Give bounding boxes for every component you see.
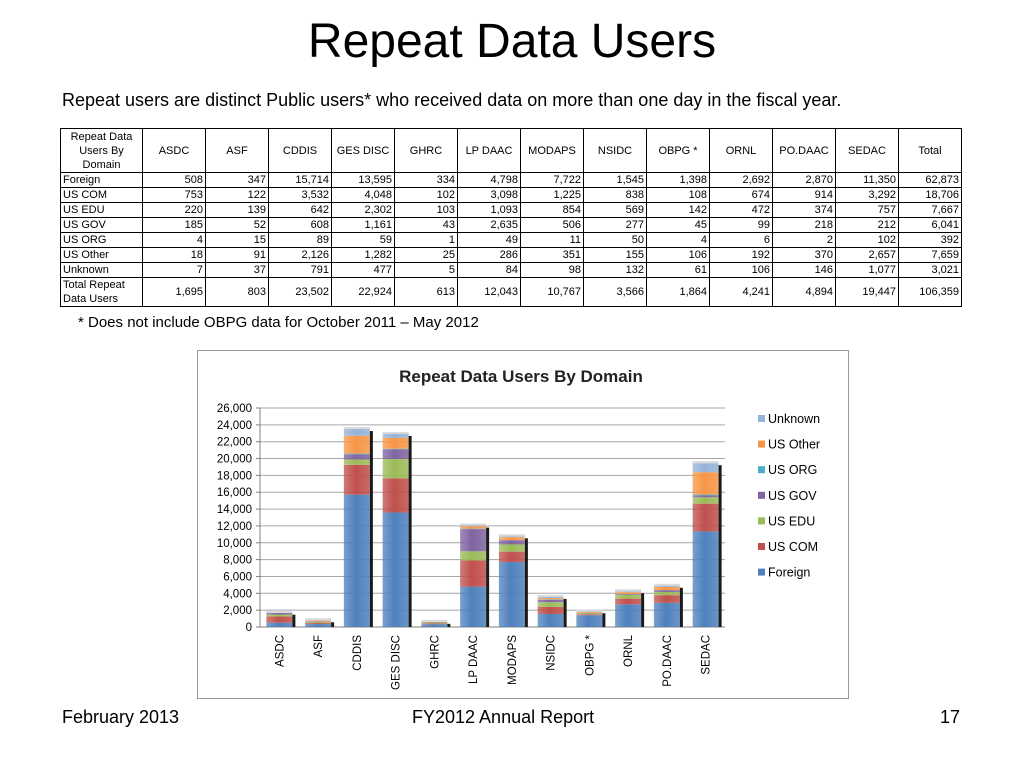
legend-label: Foreign (768, 565, 811, 580)
table-cell: 59 (332, 233, 395, 248)
table-cell: 803 (206, 278, 269, 307)
bar-segment (499, 537, 525, 540)
row-label: Total Repeat Data Users (61, 278, 143, 307)
legend-swatch (758, 492, 765, 499)
bar-segment (615, 594, 641, 595)
bar-segment (383, 478, 409, 512)
slide-title: Repeat Data Users (307, 15, 717, 68)
bar-segment (266, 615, 292, 617)
table-total-row (61, 278, 962, 307)
table-cell: 11,350 (836, 173, 899, 188)
bar-segment (344, 459, 370, 464)
table-cell: 613 (395, 278, 458, 307)
table-cell: 142 (647, 203, 710, 218)
bar-segment (460, 526, 486, 528)
table-cell: 3,021 (899, 263, 962, 278)
table-cell: 1,864 (647, 278, 710, 307)
bar-segment (615, 595, 641, 599)
table-cell: 472 (710, 203, 773, 218)
bar-segment (460, 529, 486, 551)
bar-shadow (370, 431, 373, 627)
table-cell: 99 (710, 218, 773, 233)
footer-date: February 2013 (62, 707, 180, 727)
table-cell: 3,566 (584, 278, 647, 307)
table-cell: 13,595 (332, 173, 395, 188)
table-cell: 106 (710, 263, 773, 278)
row-label: Unknown (61, 263, 143, 278)
bar-segment (305, 621, 331, 622)
table-cell: 139 (206, 203, 269, 218)
table-cell: 146 (773, 263, 836, 278)
row-label: US Other (61, 248, 143, 263)
table-cell: 1,077 (836, 263, 899, 278)
legend-label: US COM (768, 540, 818, 554)
x-tick-label: LP DAAC (468, 635, 481, 685)
footer-report-name: FY2012 Annual Report (412, 707, 595, 727)
bar-segment (383, 434, 409, 438)
table-cell: 2,692 (710, 173, 773, 188)
legend-swatch (758, 569, 765, 576)
bar-top (499, 534, 525, 536)
bar-segment (615, 599, 641, 605)
table-row (61, 248, 962, 263)
bar-segment (693, 472, 719, 494)
bar-shadow (331, 622, 334, 627)
bar-segment (538, 602, 564, 607)
bar-segment (421, 624, 447, 627)
column-header: LP DAAC (458, 129, 521, 173)
table-cell: 757 (836, 203, 899, 218)
bar-segment (654, 603, 680, 627)
row-label: US GOV (61, 218, 143, 233)
table-cell: 642 (269, 203, 332, 218)
x-tick-label: ORNL (623, 635, 636, 667)
bar-shadow (447, 624, 450, 627)
bar-top (654, 584, 680, 586)
page-number: 17 (940, 707, 961, 727)
table-cell: 11 (521, 233, 584, 248)
table-cell: 18 (143, 248, 206, 263)
table-cell: 23,502 (269, 278, 332, 307)
table-cell: 4,048 (332, 188, 395, 203)
table-cell: 506 (521, 218, 584, 233)
table-cell: 508 (143, 173, 206, 188)
table-row (61, 188, 962, 203)
table-cell: 1,225 (521, 188, 584, 203)
bar-segment (421, 623, 447, 624)
bar-top (576, 609, 602, 611)
bar-segment (499, 540, 525, 544)
table-cell: 43 (395, 218, 458, 233)
y-tick-label: 18,000 (216, 470, 252, 483)
y-tick-label: 10,000 (216, 537, 252, 550)
table-cell: 370 (773, 248, 836, 263)
table-cell: 347 (206, 173, 269, 188)
bar-segment (266, 613, 292, 615)
bar-segment (693, 531, 719, 627)
bar-top (693, 461, 719, 463)
y-tick-label: 12,000 (216, 520, 252, 533)
column-header: PO.DAAC (773, 129, 836, 173)
bar-segment (538, 598, 564, 599)
bar-top (266, 611, 292, 613)
table-cell: 122 (206, 188, 269, 203)
table-cell: 6 (710, 233, 773, 248)
bar-segment (421, 622, 447, 623)
table-cell: 5 (395, 263, 458, 278)
table-cell: 1,398 (647, 173, 710, 188)
table-cell: 37 (206, 263, 269, 278)
table-cell: 45 (647, 218, 710, 233)
table-cell: 1,282 (332, 248, 395, 263)
bar-segment (344, 465, 370, 495)
table-cell: 753 (143, 188, 206, 203)
table-cell: 106,359 (899, 278, 962, 307)
bar-segment (344, 436, 370, 454)
bar-segment (305, 623, 331, 624)
table-header-row (61, 129, 962, 173)
table-footnote: * Does not include OBPG data for October 2011 – May 2012 (78, 314, 479, 331)
table-cell: 1,093 (458, 203, 521, 218)
column-header: NSIDC (584, 129, 647, 173)
legend-label: US ORG (768, 463, 818, 478)
table-row (61, 173, 962, 188)
chart-frame (197, 350, 849, 699)
bar-segment (538, 614, 564, 627)
table-cell: 25 (395, 248, 458, 263)
bar-segment (538, 597, 564, 598)
bar-top (615, 589, 641, 591)
table-cell: 10,767 (521, 278, 584, 307)
y-tick-label: 20,000 (216, 453, 252, 466)
table-cell: 569 (584, 203, 647, 218)
bar-top (538, 595, 564, 597)
table-cell: 674 (710, 188, 773, 203)
table-cell: 791 (269, 263, 332, 278)
stacked-bar-chart (198, 351, 848, 698)
chart-title: Repeat Data Users By Domain (399, 367, 643, 386)
table-cell: 102 (836, 233, 899, 248)
table-cell: 2,635 (458, 218, 521, 233)
table-cell: 1 (395, 233, 458, 248)
bar-segment (344, 454, 370, 455)
table-cell: 61 (647, 263, 710, 278)
bar-segment (383, 449, 409, 459)
legend-label: US GOV (768, 488, 817, 503)
bar-segment (538, 607, 564, 614)
column-header: ORNL (710, 129, 773, 173)
table-cell: 15 (206, 233, 269, 248)
bar-segment (576, 615, 602, 627)
bar-segment (693, 495, 719, 496)
bar-shadow (602, 613, 605, 627)
table-row (61, 218, 962, 233)
bar-segment (460, 551, 486, 560)
bar-segment (654, 592, 680, 595)
row-label: Foreign (61, 173, 143, 188)
table-cell: 4,241 (710, 278, 773, 307)
y-tick-label: 16,000 (216, 487, 252, 500)
table-cell: 392 (899, 233, 962, 248)
table-cell: 3,292 (836, 188, 899, 203)
bar-segment (615, 591, 641, 592)
x-tick-label: CDDIS (351, 635, 364, 671)
y-tick-label: 6,000 (223, 571, 252, 584)
y-tick-label: 0 (245, 622, 252, 634)
column-header: ASF (206, 129, 269, 173)
bar-segment (499, 552, 525, 562)
table-cell: 106 (647, 248, 710, 263)
bar-segment (576, 613, 602, 614)
table-cell: 286 (458, 248, 521, 263)
bar-segment (576, 612, 602, 613)
table-cell: 108 (647, 188, 710, 203)
legend-swatch (758, 441, 765, 448)
bar-segment (499, 544, 525, 551)
bar-top (344, 427, 370, 429)
table-cell: 7 (143, 263, 206, 278)
table-cell: 218 (773, 218, 836, 233)
x-tick-label: MODAPS (506, 635, 519, 685)
bar-shadow (641, 593, 644, 627)
repeat-users-table (60, 128, 962, 307)
bar-top (305, 618, 331, 620)
table-cell: 50 (584, 233, 647, 248)
x-tick-label: ASDC (274, 635, 287, 667)
column-header: MODAPS (521, 129, 584, 173)
table-cell: 52 (206, 218, 269, 233)
table-cell: 62,873 (899, 173, 962, 188)
table-cell: 277 (584, 218, 647, 233)
table-cell: 1,695 (143, 278, 206, 307)
table-cell: 49 (458, 233, 521, 248)
column-header: SEDAC (836, 129, 899, 173)
bar-shadow (564, 599, 567, 627)
bar-segment (460, 526, 486, 527)
bar-segment (693, 496, 719, 498)
table-cell: 2,657 (836, 248, 899, 263)
table-cell: 19,447 (836, 278, 899, 307)
table-cell: 89 (269, 233, 332, 248)
bar-segment (654, 587, 680, 590)
y-tick-label: 22,000 (216, 436, 252, 449)
x-tick-label: SEDAC (700, 635, 713, 675)
table-cell: 7,659 (899, 248, 962, 263)
table-cell: 212 (836, 218, 899, 233)
slide-subtitle: Repeat users are distinct Public users* who received data on more than one day in the fiscal year. (62, 90, 842, 110)
table-cell: 155 (584, 248, 647, 263)
table-cell: 334 (395, 173, 458, 188)
table-row (61, 263, 962, 278)
table-cell: 12,043 (458, 278, 521, 307)
bar-segment (344, 429, 370, 436)
bar-segment (538, 600, 564, 602)
bar-segment (693, 463, 719, 472)
row-label: US ORG (61, 233, 143, 248)
row-label: US EDU (61, 203, 143, 218)
row-label: US COM (61, 188, 143, 203)
column-header: OBPG * (647, 129, 710, 173)
table-cell: 2,870 (773, 173, 836, 188)
column-header: GHRC (395, 129, 458, 173)
table-cell: 351 (521, 248, 584, 263)
table-cell: 477 (332, 263, 395, 278)
column-header: CDDIS (269, 129, 332, 173)
bar-segment (693, 497, 719, 503)
bar-shadow (409, 436, 412, 627)
bar-segment (654, 590, 680, 592)
table-cell: 3,098 (458, 188, 521, 203)
table-cell: 18,706 (899, 188, 962, 203)
bar-segment (460, 560, 486, 586)
table-body (61, 173, 962, 307)
bar-top (460, 524, 486, 526)
table-cell: 4 (143, 233, 206, 248)
bar-segment (576, 614, 602, 615)
table-cell: 4,894 (773, 278, 836, 307)
bar-segment (615, 592, 641, 594)
x-tick-label: GES DISC (390, 635, 403, 690)
legend-swatch (758, 415, 765, 422)
bar-top (383, 432, 409, 434)
bar-segment (266, 616, 292, 622)
table-cell: 103 (395, 203, 458, 218)
y-tick-label: 14,000 (216, 504, 252, 517)
bar-segment (693, 504, 719, 532)
legend-swatch (758, 517, 765, 524)
y-tick-label: 8,000 (223, 554, 252, 567)
table-cell: 608 (269, 218, 332, 233)
table-cell: 132 (584, 263, 647, 278)
table-cell: 98 (521, 263, 584, 278)
bar-segment (576, 611, 602, 612)
table-cell: 192 (710, 248, 773, 263)
legend-label: Unknown (768, 412, 821, 426)
column-header: ASDC (143, 129, 206, 173)
table-cell: 2 (773, 233, 836, 248)
bar-segment (383, 459, 409, 478)
y-tick-label: 2,000 (223, 605, 252, 618)
table-cell: 374 (773, 203, 836, 218)
bar-segment (383, 512, 409, 627)
column-header: GES DISC (332, 129, 395, 173)
legend-swatch (758, 543, 765, 550)
table-cell: 854 (521, 203, 584, 218)
bar-top (421, 620, 447, 622)
table-cell: 7,667 (899, 203, 962, 218)
bar-shadow (525, 538, 528, 627)
table-cell: 1,161 (332, 218, 395, 233)
bar-segment (266, 623, 292, 627)
y-tick-label: 4,000 (223, 588, 252, 601)
x-tick-label: OBPG * (584, 635, 597, 676)
x-tick-label: PO.DAAC (661, 635, 674, 687)
y-tick-label: 26,000 (216, 403, 252, 415)
table-cell: 91 (206, 248, 269, 263)
bar-segment (344, 454, 370, 459)
legend-label: US Other (768, 437, 821, 452)
bar-shadow (719, 465, 722, 627)
legend-swatch (758, 466, 765, 473)
table-cell: 15,714 (269, 173, 332, 188)
table-cell: 4,798 (458, 173, 521, 188)
table-cell: 102 (395, 188, 458, 203)
column-header: Total (899, 129, 962, 173)
table-cell: 914 (773, 188, 836, 203)
table-cell: 838 (584, 188, 647, 203)
table-cell: 22,924 (332, 278, 395, 307)
table-row (61, 233, 962, 248)
table-cell: 7,722 (521, 173, 584, 188)
bar-segment (615, 604, 641, 627)
table-cell: 84 (458, 263, 521, 278)
bar-segment (305, 622, 331, 623)
bar-segment (654, 595, 680, 603)
bar-segment (499, 536, 525, 537)
table-corner-label: Repeat Data Users By Domain (61, 129, 143, 173)
bar-segment (383, 438, 409, 449)
table-cell: 4 (647, 233, 710, 248)
bar-shadow (680, 588, 683, 627)
bar-segment (344, 495, 370, 627)
table-cell: 1,545 (584, 173, 647, 188)
bar-segment (499, 562, 525, 627)
bar-segment (654, 586, 680, 587)
bar-segment (305, 624, 331, 627)
y-tick-label: 24,000 (216, 419, 252, 432)
x-tick-label: ASF (313, 635, 326, 658)
table-cell: 3,532 (269, 188, 332, 203)
bar-shadow (292, 615, 295, 627)
x-tick-label: GHRC (429, 635, 442, 669)
x-tick-label: NSIDC (545, 635, 558, 671)
table-cell: 220 (143, 203, 206, 218)
table-cell: 2,126 (269, 248, 332, 263)
table-cell: 185 (143, 218, 206, 233)
legend-label: US EDU (768, 514, 816, 529)
bar-segment (460, 587, 486, 627)
bar-shadow (486, 528, 489, 627)
table-cell: 6,041 (899, 218, 962, 233)
table-row (61, 203, 962, 218)
table-cell: 2,302 (332, 203, 395, 218)
